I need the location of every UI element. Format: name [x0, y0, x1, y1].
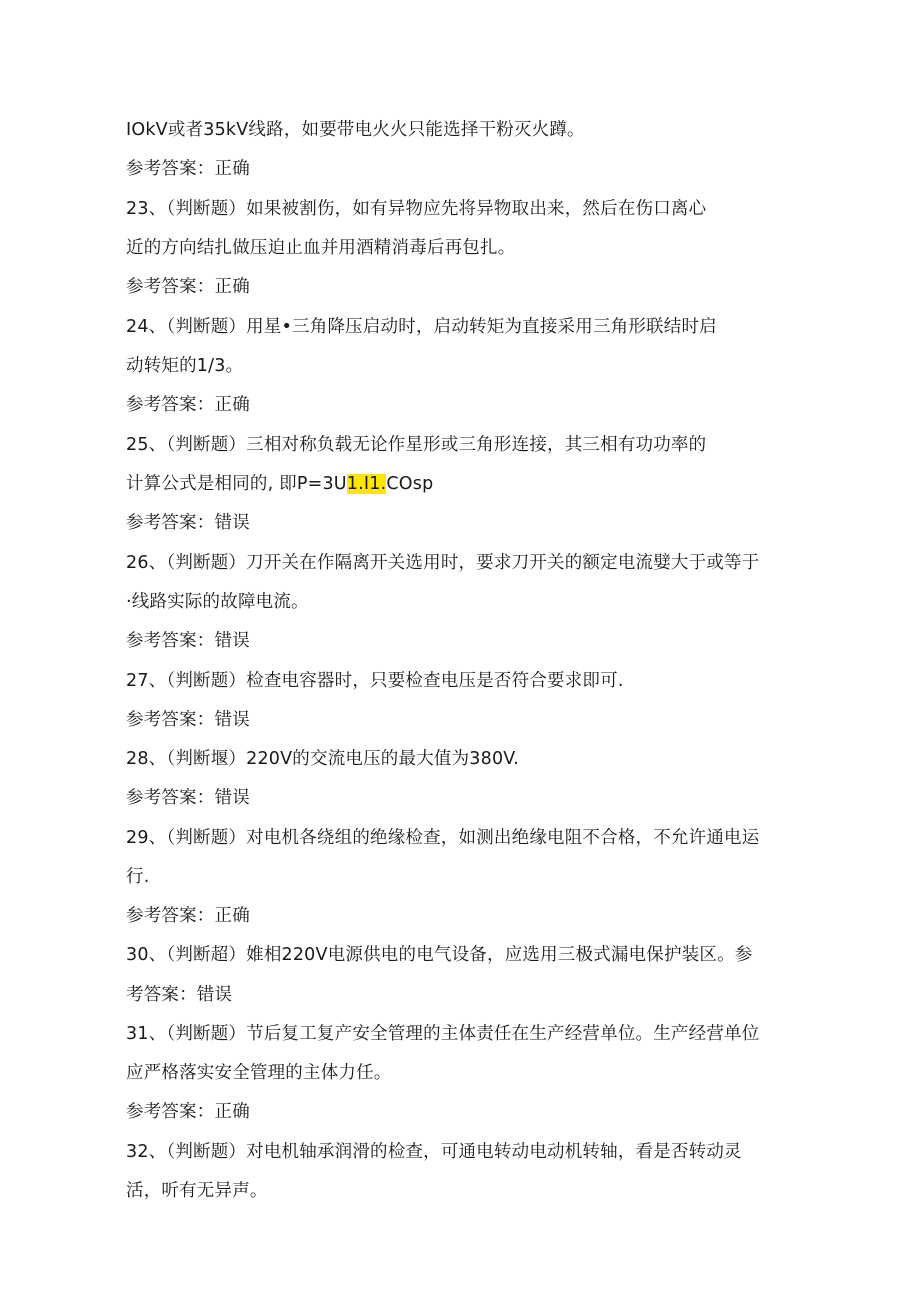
text-line-q22-cont: IOkV或者35kV线路，如要带电火火只能选择干粉灭火蹲。	[126, 120, 585, 140]
question-30: 30、（判断超）婎相220V电源供电的电气设备，应选用三极式漏电保护装区。参	[126, 945, 753, 965]
question-31: 31、（判断题）节后复工复产安全管理的主体责任在生产经营单位。生产经营单位	[126, 1024, 760, 1044]
answer-q28: 参考答案：错误	[126, 788, 250, 808]
formula-suffix: COsp	[386, 474, 434, 494]
answer-q22: 参考答案：正确	[126, 159, 250, 179]
answer-q31: 参考答案：正确	[126, 1102, 250, 1122]
question-26: 26、（判断题）刀开关在作隔离开关选用时，要求刀开关的额定电流嬖大于或等于	[126, 553, 760, 573]
question-24: 24、（判断题）用星•三角降压启动时，启动转矩为直接采用三角形联结时启	[126, 317, 717, 337]
answer-q23: 参考答案：正确	[126, 277, 250, 297]
question-25-cont	[126, 472, 433, 496]
answer-q24: 参考答案：正确	[126, 395, 250, 415]
answer-q27: 参考答案：错误	[126, 710, 250, 730]
answer-q25: 参考答案：错误	[126, 513, 250, 533]
answer-q30: 考答案：错误	[126, 985, 233, 1005]
question-29: 29、（判断题）对电机各绕组的绝缘检查，如测出绝缘电阻不合格，不允许通电运	[126, 828, 760, 848]
question-29-cont: 行.	[126, 867, 150, 887]
answer-q29: 参考答案：正确	[126, 906, 250, 926]
formula-highlight-2: I1.	[363, 474, 387, 494]
question-27: 27、（判断题）检查电容器时，只要检查电压是否符合要求即可.	[126, 671, 624, 691]
answer-q26: 参考答案：错误	[126, 631, 250, 651]
question-32-cont: 活，听有无异声。	[126, 1181, 268, 1201]
question-23: 23、（判断题）如果被割伤，如有异物应先将异物取出来，然后在伤口离心	[126, 199, 707, 219]
question-32: 32、（判断题）对电机轴承润滑的检查，可通电转动电动机转轴，看是否转动灵	[126, 1142, 742, 1162]
question-23-cont: 近的方向结扎做压迫止血并用酒精消毒后再包扎。	[126, 238, 516, 258]
question-26-cont: ·线路实际的故障电流。	[126, 592, 309, 612]
question-24-cont: 动转矩的1/3。	[126, 356, 244, 376]
formula-highlight-1: 1.	[346, 474, 364, 494]
formula-prefix: 计算公式是相同的, 即P=3U	[126, 474, 347, 494]
question-31-cont: 应严格落实安全管理的主体力任。	[126, 1063, 392, 1083]
question-25: 25、（判断题）三相对称负载无论作星形或三角形连接，其三相有功功率的	[126, 435, 707, 455]
question-28: 28、（判断堰）220V的交流电压的最大值为380V.	[126, 749, 519, 769]
